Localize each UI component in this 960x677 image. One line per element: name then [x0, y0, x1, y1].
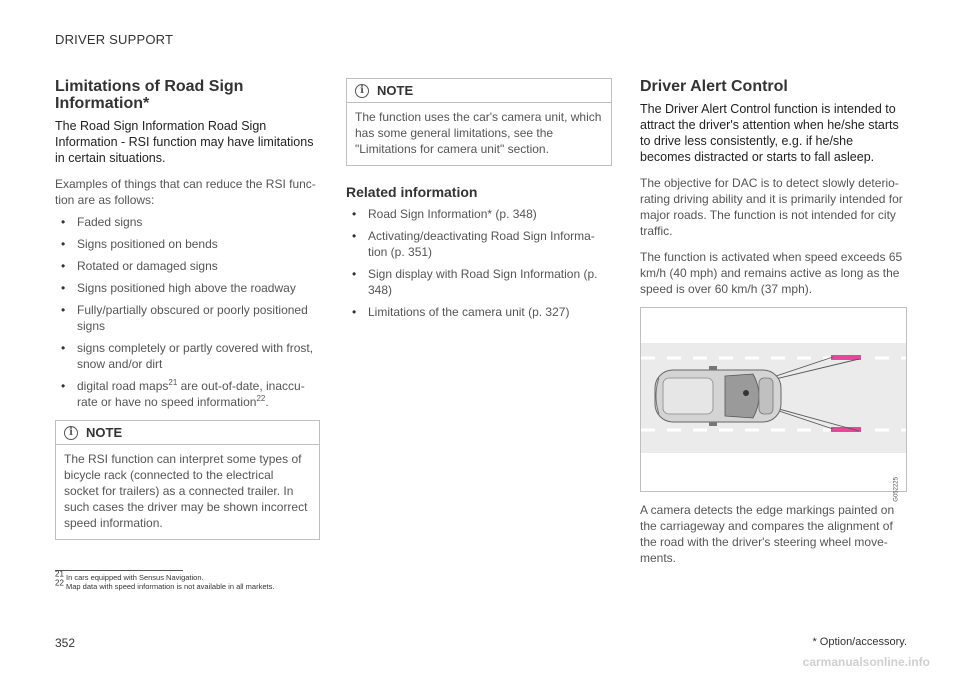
info-icon: i: [355, 84, 369, 98]
note-text: The function uses the car's camera unit, which has some general limitations, see the "Limitations for camera unit" section.: [355, 110, 602, 156]
car-on-road-diagram: [641, 308, 906, 491]
body-paragraph: A camera detects the edge markings painted on the carriageway and compares the alignment of the road with the driver's steering wheel move- ments.: [640, 503, 895, 565]
intro-paragraph: Examples of things that can reduce the RSI func- tion are as follows:: [55, 177, 316, 207]
note-box-camera: [346, 78, 612, 166]
limitations-list: [55, 214, 320, 410]
lead-paragraph: The Driver Alert Control function is intended to attract the driver's attention when he/she starts to drive less consistently, e.g. if he/she becomes distracted or starts to fall asleep.: [640, 102, 899, 164]
column-rsi-limitations: [55, 78, 320, 540]
list-item: • Rotated or damaged signs: [61, 259, 218, 273]
related-links-list: [346, 206, 612, 320]
list-item: • Signs positioned high above the roadway: [61, 281, 296, 295]
running-header: DRIVER SUPPORT: [55, 32, 174, 47]
body-paragraph: The function is activated when speed exceeds 65 km/h (40 mph) and remains active as long as the speed is over 60 km/h (37 mph).: [640, 250, 903, 296]
footnote-divider: [55, 570, 183, 571]
column-driver-alert: [640, 78, 907, 566]
section-title-driver-alert: Driver Alert Control: [640, 78, 788, 95]
body-paragraph: The objective for DAC is to detect slowly deterio- rating driving ability and it is primarily intended for major roads. The function is not intended for city traffic.: [640, 176, 903, 238]
footnote-ref-21[interactable]: 21: [168, 378, 178, 387]
footnotes: [55, 570, 335, 591]
note-box-bicycle-rack: [55, 420, 320, 540]
note-label: NOTE: [377, 83, 414, 98]
list-item: • signs completely or partly covered with frost, snow and/or dirt: [61, 341, 314, 371]
note-text: The RSI function can interpret some types of bicycle rack (connected to the electrical socket for trailers) as a connected trailer. In such cases the driver may be shown incorrect speed information.: [64, 452, 308, 530]
list-item: • Fully/partially obscured or poorly positioned signs: [61, 303, 308, 333]
footnote-21: $^{21}$ In cars equipped with Sensus Navigation.: [55, 569, 204, 582]
page-number: 352: [55, 636, 76, 650]
info-icon: i: [64, 426, 78, 440]
footnote-22: $^{22}$ Map data with speed information is not available in all markets.: [55, 578, 275, 591]
column-related: [346, 78, 612, 326]
list-item: • digital road maps$^{21}$ are out-of-date, inaccu- rate or have no speed information$^{22}$.: [61, 378, 305, 409]
footnote-ref-22[interactable]: 22: [256, 394, 266, 403]
dac-illustration: [640, 307, 907, 502]
list-item: • Signs positioned on bends: [61, 237, 218, 251]
car-top-view: [655, 366, 781, 426]
list-item: • Faded signs: [61, 215, 143, 229]
figure-code: G052225: [894, 477, 900, 502]
section-title-rsi-limitations: Limitations of Road Sign Information*: [55, 78, 244, 112]
related-link[interactable]: • Activating/deactivating Road Sign Informa- tion (p. 351): [352, 229, 595, 259]
site-watermark: carmanualsonline.info: [802, 655, 930, 669]
related-info-title: Related information: [346, 184, 478, 200]
related-link[interactable]: • Sign display with Road Sign Information (p. 348): [352, 267, 598, 297]
note-label: NOTE: [86, 425, 123, 440]
option-accessory-note: * Option/accessory.: [812, 636, 907, 648]
lead-paragraph: The Road Sign Information Road Sign Information - RSI function may have limitations in certain situations.: [55, 119, 314, 165]
related-link[interactable]: • Limitations of the camera unit (p. 327): [352, 305, 570, 319]
related-link[interactable]: • Road Sign Information* (p. 348): [352, 207, 537, 221]
